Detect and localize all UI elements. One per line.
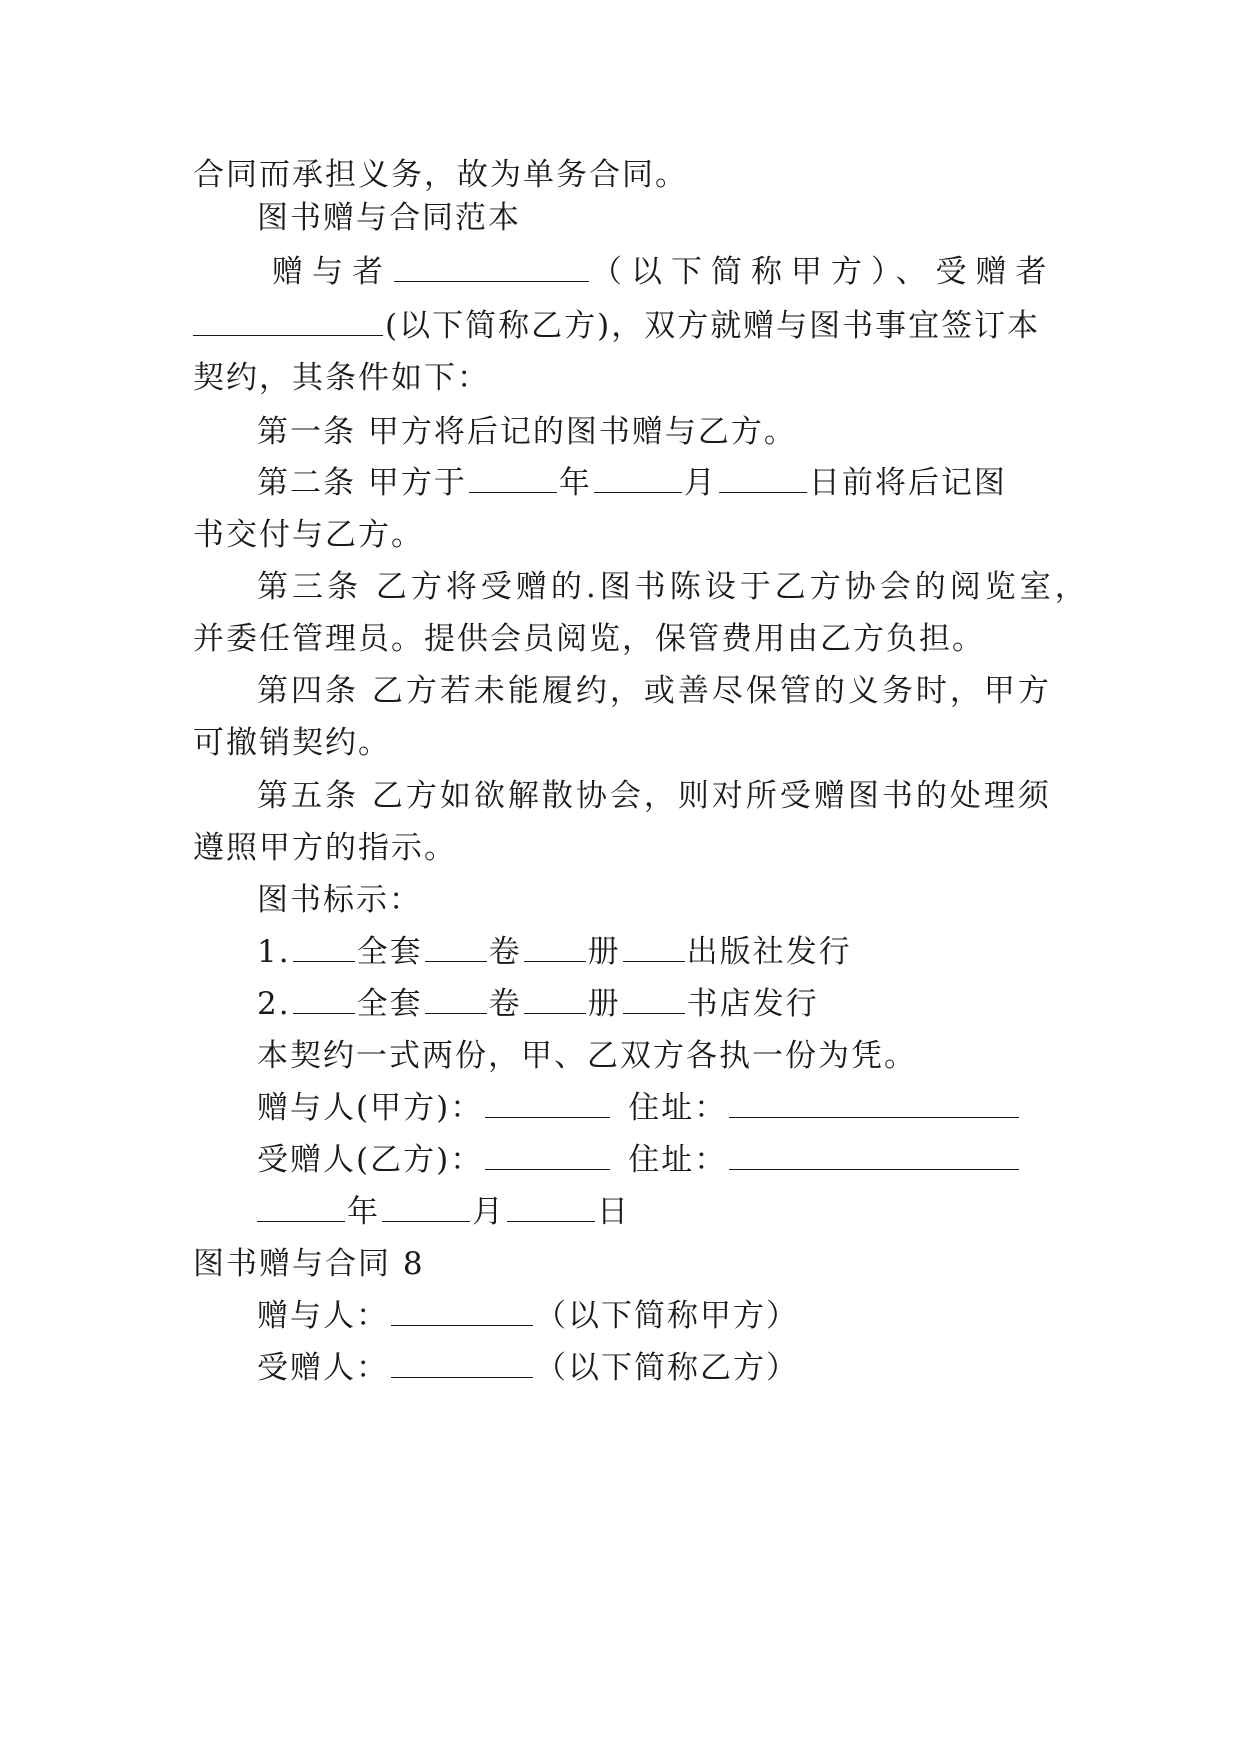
text: 全套 — [356, 986, 423, 1022]
text: 年 — [558, 465, 592, 501]
blank-field — [729, 1147, 1019, 1170]
blank-field — [594, 470, 682, 493]
heading-text: 图书赠与合同范本 — [257, 200, 521, 236]
blank-field — [391, 1303, 533, 1326]
blank-field — [391, 1355, 533, 1378]
text: 第二条 甲方于 — [257, 465, 467, 501]
text: 图书标示： — [257, 882, 422, 918]
signature-donor — [257, 1088, 1021, 1128]
blank-field — [485, 1095, 610, 1118]
article-5 — [257, 776, 1052, 816]
text: （以下简称甲方）、受赠者 — [591, 254, 1056, 290]
article-4 — [257, 671, 1052, 711]
books-label — [257, 880, 422, 920]
text: 本契约一式两份，甲、乙双方各执一份为凭。 — [257, 1038, 917, 1074]
blank-field — [293, 991, 355, 1014]
text: 册 — [587, 986, 621, 1022]
text: 契约，其条件如下： — [193, 360, 490, 396]
donor-line — [257, 1296, 799, 1336]
blank-field — [623, 939, 685, 962]
text: (以下简称乙方)，双方就赠与图书事宜签订本 — [385, 308, 1041, 344]
label: 受赠人： — [257, 1350, 389, 1386]
text: 年 — [347, 1194, 380, 1230]
text: 第三条 乙方将受赠的.图书陈设于乙方协会的阅览室， — [257, 569, 1090, 605]
blank-field — [293, 939, 355, 962]
paragraph-line — [193, 155, 688, 195]
text: （以下简称甲方） — [535, 1298, 799, 1334]
text: （以下简称乙方） — [535, 1350, 799, 1386]
paragraph-line — [193, 723, 391, 763]
text: 书店发行 — [686, 986, 819, 1022]
blank-field — [524, 939, 586, 962]
text: 第四条 乙方若未能履约，或善尽保管的义务时，甲方 — [257, 673, 1052, 709]
date-line — [257, 1192, 630, 1232]
text: 合同而承担义务，故为单务合同。 — [193, 157, 688, 193]
blank-field — [485, 1147, 610, 1170]
article-1 — [257, 412, 797, 452]
blank-field — [729, 1095, 1019, 1118]
blank-field — [469, 470, 557, 493]
text: 册 — [587, 934, 621, 970]
blank-field — [382, 1199, 470, 1222]
article-3 — [257, 567, 1090, 607]
text: 卷 — [488, 934, 522, 970]
item-number: 1. — [257, 934, 291, 970]
text: 遵照甲方的指示。 — [193, 830, 457, 866]
text: 日 — [597, 1194, 630, 1230]
copies-clause — [257, 1036, 917, 1076]
donee-line — [257, 1348, 799, 1388]
text: 书交付与乙方。 — [193, 517, 424, 553]
blank-field — [193, 313, 383, 336]
text: 日前将后记图 — [808, 465, 1007, 501]
paragraph-line — [272, 252, 1056, 292]
blank-field — [257, 1199, 345, 1222]
label: 受赠人(乙方)： — [257, 1142, 484, 1178]
text: 月 — [683, 465, 717, 501]
text: 可撤销契约。 — [193, 725, 391, 761]
blank-field — [524, 991, 586, 1014]
label: 赠与人(甲方)： — [257, 1090, 484, 1126]
blank-field — [425, 939, 487, 962]
address-label: 住址： — [628, 1142, 728, 1178]
text: 月 — [472, 1194, 505, 1230]
paragraph-line — [193, 358, 490, 398]
text: 第五条 乙方如欲解散协会，则对所受赠图书的处理须 — [257, 778, 1052, 814]
section-heading — [193, 1244, 425, 1284]
book-item-2 — [257, 984, 819, 1024]
text: 并委任管理员。提供会员阅览，保管费用由乙方负担。 — [193, 621, 985, 657]
blank-field — [507, 1199, 595, 1222]
blank-field — [623, 991, 685, 1014]
blank-field — [394, 259, 589, 282]
article-2 — [257, 463, 1007, 503]
paragraph-line — [193, 828, 457, 868]
address-label: 住址： — [628, 1090, 728, 1126]
paragraph-line — [193, 515, 424, 555]
paragraph-line — [193, 306, 1040, 346]
text: 全套 — [356, 934, 423, 970]
paragraph-line — [193, 619, 985, 659]
signature-donee — [257, 1140, 1021, 1180]
blank-field — [425, 991, 487, 1014]
blank-field — [719, 470, 807, 493]
text: 第一条 甲方将后记的图书赠与乙方。 — [257, 414, 797, 450]
section-heading — [257, 198, 521, 238]
label: 赠与人： — [257, 1298, 389, 1334]
item-number: 2. — [257, 986, 291, 1022]
text: 卷 — [488, 986, 522, 1022]
text: 赠与者 — [272, 254, 392, 290]
text: 出版社发行 — [686, 934, 852, 970]
heading-text: 图书赠与合同 8 — [193, 1246, 425, 1282]
book-item-1 — [257, 932, 852, 972]
